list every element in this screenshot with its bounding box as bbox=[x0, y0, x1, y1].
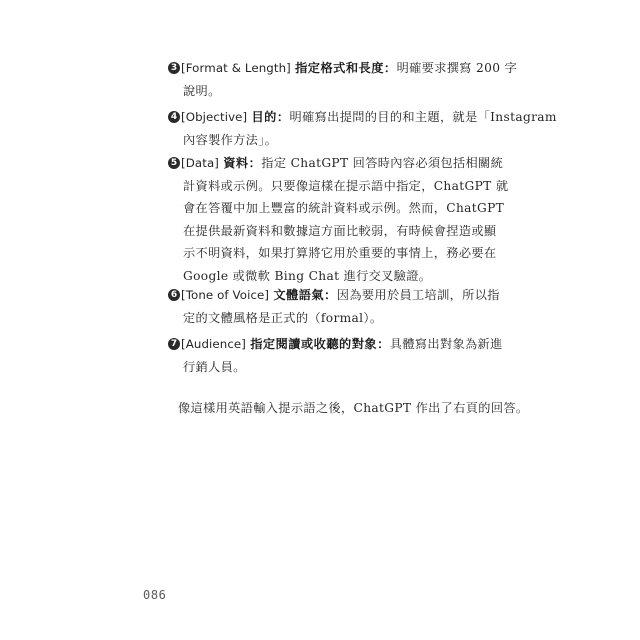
item-tag: [Objective] bbox=[181, 110, 248, 124]
item-continuation-line: 內容製作方法」。 bbox=[183, 132, 278, 147]
item-continuation-line: 會在答覆中加上豐富的統計資料或示例。然而，ChatGPT bbox=[183, 201, 505, 215]
list-item-first-line bbox=[168, 152, 504, 175]
item-text: 具體寫出對象為新進 bbox=[389, 337, 503, 351]
item-text: 明確要求撰寫 200 字 bbox=[396, 61, 518, 75]
item-continuation-line: 在提供最新資料和數據這方面比較弱，有時候會捏造或顯 bbox=[183, 223, 497, 238]
number-badge-icon: 7 bbox=[168, 338, 180, 350]
list-item-format-length bbox=[168, 57, 518, 102]
summary-paragraph: 像這樣用英語輸入提示語之後，ChatGPT 作出了右頁的回答。 bbox=[178, 401, 529, 415]
list-item-first-line bbox=[168, 333, 503, 356]
list-item-first-line bbox=[168, 106, 557, 129]
item-continuation-line: 定的文體風格是正式的（formal）。 bbox=[183, 310, 383, 325]
item-heading: 文體語氣： bbox=[273, 288, 337, 302]
item-continuation-line: 計資料或示例。只要像這樣在提示語中指定，ChatGPT 就 bbox=[183, 178, 509, 193]
item-text: 指定 ChatGPT 回答時內容必須包括相關統 bbox=[261, 156, 504, 170]
list-item-objective bbox=[168, 106, 557, 151]
number-badge-icon: 3 bbox=[168, 62, 180, 74]
list-item-first-line bbox=[168, 57, 518, 80]
number-badge-icon: 4 bbox=[168, 111, 180, 123]
item-continuation-line: 示不明資料，如果打算將它用於重要的事情上，務必要在 bbox=[183, 246, 497, 260]
list-item-first-line bbox=[168, 284, 500, 307]
item-continuation-line: 行銷人員。 bbox=[183, 359, 246, 374]
item-text: 明確寫出提問的目的和主題，就是「Instagram bbox=[289, 110, 557, 124]
item-heading: 資料： bbox=[223, 156, 262, 170]
item-continuation-line: 說明。 bbox=[183, 83, 221, 98]
number-badge-icon: 5 bbox=[168, 157, 180, 169]
number-badge-icon: 6 bbox=[168, 289, 180, 301]
item-text: 因為要用於員工培訓，所以指 bbox=[336, 288, 500, 302]
item-tag: [Tone of Voice] bbox=[181, 288, 270, 302]
item-heading: 目的： bbox=[251, 110, 290, 124]
item-tag: [Data] bbox=[181, 156, 219, 170]
item-heading: 指定閱讀或收聽的對象： bbox=[250, 337, 390, 351]
item-tag: [Audience] bbox=[181, 337, 246, 351]
item-continuation-line: Google 或微軟 Bing Chat 進行交叉驗證。 bbox=[183, 268, 432, 283]
item-heading: 指定格式和長度： bbox=[295, 61, 397, 75]
list-item-data bbox=[168, 152, 509, 287]
item-tag: [Format & Length] bbox=[181, 61, 291, 75]
list-item-tone-of-voice bbox=[168, 284, 500, 329]
list-item-audience bbox=[168, 333, 503, 378]
page-number: 086 bbox=[143, 588, 167, 602]
